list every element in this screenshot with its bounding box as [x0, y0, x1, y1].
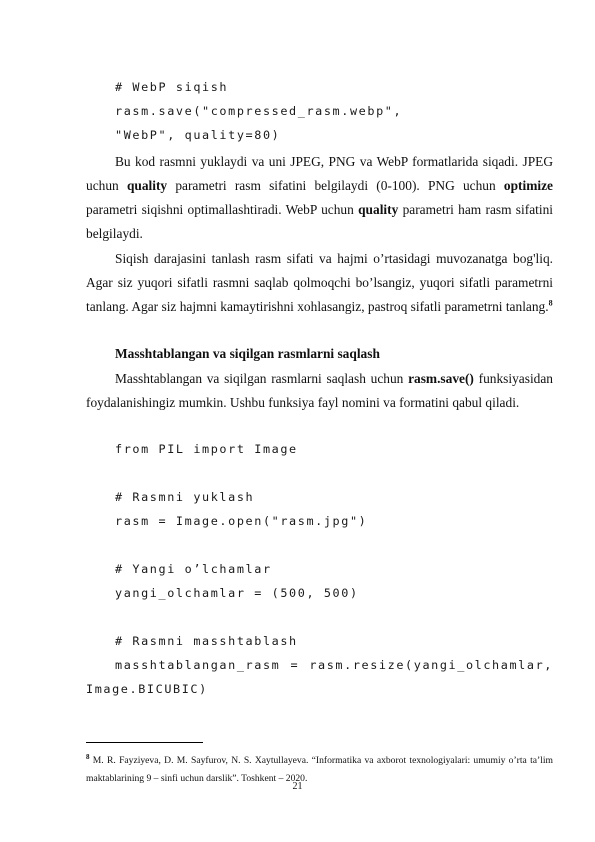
code-line: yangi_olchamlar = (500, 500) — [115, 586, 359, 600]
code-line: rasm = Image.open("rasm.jpg") — [115, 514, 368, 528]
code-token: = — [290, 658, 300, 672]
bold-term: quality — [126, 178, 168, 193]
code-line — [115, 658, 553, 672]
footnote: $^8$ M. R. Fayziyeva, D. M. Sayfurov, N. S. Xaytullayeva. “Informatika va axborot texnologiyalari: umumiy o’rta ta’lim maktablarining 9 – sinfi uchun darslik”. Toshkent – 2020. — [86, 752, 553, 784]
code-line: # Yangi o’lchamlar — [115, 562, 272, 576]
bold-term: rasm.save() — [408, 371, 474, 386]
code-line: rasm.save("compressed_rasm.webp", — [115, 104, 403, 118]
footnote-divider — [86, 742, 203, 743]
page-number: 21 — [292, 781, 303, 792]
section-heading: Masshtablangan va siqilgan rasmlarni saqlash — [115, 346, 380, 361]
code-token: masshtablangan_rasm — [115, 658, 281, 672]
bold-term: optimize — [503, 178, 553, 193]
footnote-reference: 8 — [548, 298, 553, 308]
paragraph-compression-explanation: Bu kod rasmni yuklaydi va uni JPEG, PNG va WebP formatlarida siqadi. JPEG uchun quality parametri rasm sifatini belgilaydi (0-100). PNG uchun optimize parametri siqishni optimallashtiradi. WebP uchun quality parametri ham rasm sifatini belgilaydi. — [86, 154, 553, 241]
code-line: from PIL import Image — [115, 442, 298, 456]
paragraph-save-function: Masshtablangan va siqilgan rasmlarni saqlash uchun rasm.save() funksiyasidan foydalanishingiz mumkin. Ushbu funksiya fayl nomini va formatini qabul qiladi. — [86, 371, 554, 410]
bold-term: quality — [358, 202, 399, 217]
code-line: # Rasmni yuklash — [115, 490, 255, 504]
footnote-number: 8 — [86, 752, 90, 761]
code-line: # WebP siqish — [115, 80, 229, 94]
code-token: rasm.resize(yangi_olchamlar, — [309, 658, 553, 672]
code-line: # Rasmni masshtablash — [115, 634, 298, 648]
code-line: "WebP", quality=80) — [115, 128, 281, 142]
paragraph-compression-level: Siqish darajasini tanlash rasm sifati va hajmi o’rtasidagi muvozanatga bog'liq. Agar siz yuqori sifatli rasmni saqlab qolmoqchi bo’lsangiz, yuqori sifatli parametrni tanlang. Agar siz hajmni kamaytirishni xohlasangiz, pastroq sifatli parametrni tanlang.$^8$ — [86, 251, 553, 314]
code-line: Image.BICUBIC) — [86, 682, 208, 696]
